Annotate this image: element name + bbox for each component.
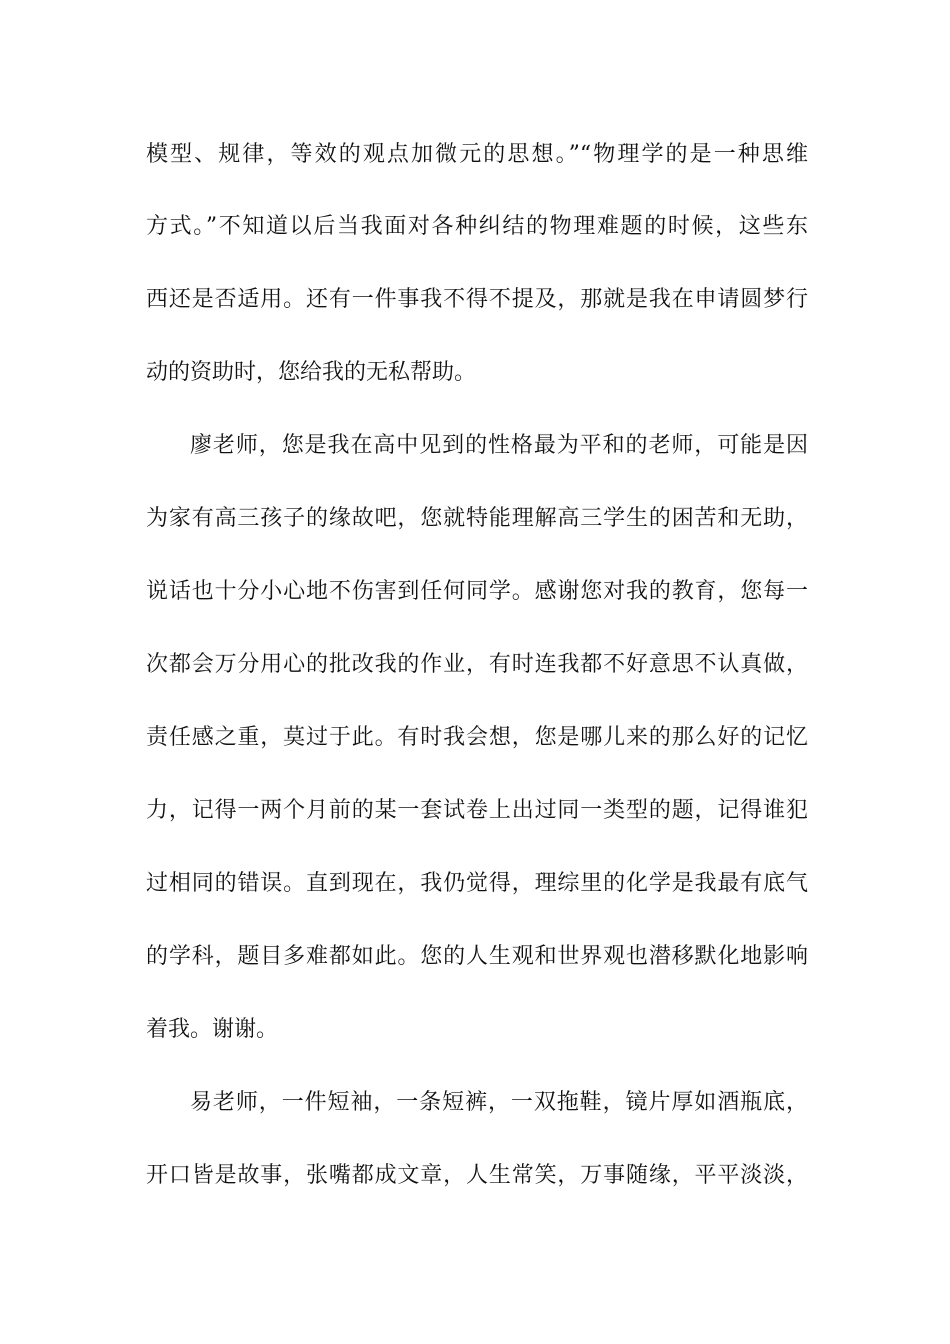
text-line-6: 为家有高三孩子的缘故吧，您就特能理解高三学生的困苦和无助， [146,506,808,531]
text-line-3: 西还是否适用。还有一件事我不得不提及，那就是我在申请圆梦行 [146,287,808,312]
text-line-12: 的学科，题目多难都如此。您的人生观和世界观也潜移默化地影响 [146,944,808,969]
text-line-8: 次都会万分用心的批改我的作业，有时连我都不好意思不认真做， [146,652,808,677]
text-line-1: 模型、规律，等效的观点加微元的思想。”“物理学的是一种思维 [146,142,808,167]
text-line-11: 过相同的错误。直到现在，我仍觉得，理综里的化学是我最有底气 [146,871,808,896]
text-line-13: 着我。谢谢。 [146,1017,279,1042]
text-line-15: 开口皆是故事，张嘴都成文章，人生常笑，万事随缘，平平淡淡， [146,1163,808,1188]
text-line-2: 方式。”不知道以后当我面对各种纠结的物理难题的时候，这些东 [146,214,808,239]
text-line-4: 动的资助时，您给我的无私帮助。 [146,360,477,385]
text-line-9: 责任感之重，莫过于此。有时我会想，您是哪儿来的那么好的记忆 [146,725,808,750]
paragraph-3-line-1: 易老师，一件短袖，一条短裤，一双拖鞋，镜片厚如酒瓶底， [190,1090,808,1115]
paragraph-2-line-1: 廖老师，您是我在高中见到的性格最为平和的老师，可能是因 [190,433,808,458]
text-line-7: 说话也十分小心地不伤害到任何同学。感谢您对我的教育，您每一 [146,579,808,604]
text-line-10: 力，记得一两个月前的某一套试卷上出过同一类型的题，记得谁犯 [146,798,808,823]
